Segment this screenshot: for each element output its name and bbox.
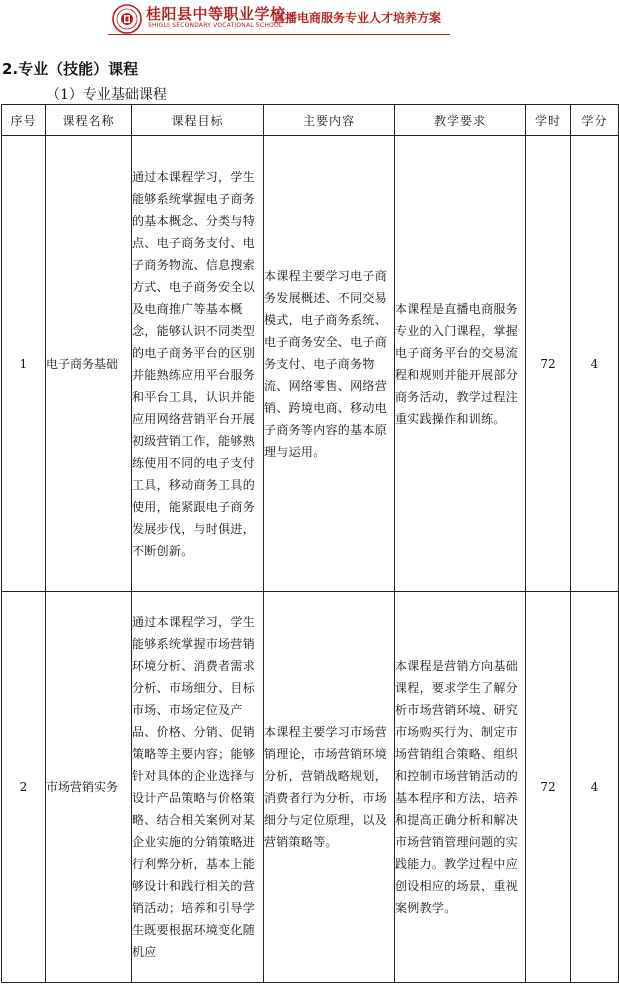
section-title: 2.专业（技能）课程 [2, 60, 139, 78]
subsection-title: （1）专业基础课程 [46, 87, 167, 103]
course-hours: 72 [526, 136, 571, 592]
school-seal-icon [112, 4, 142, 34]
column-header-name: 课程名称 [46, 105, 132, 136]
course-goal: 通过本课程学习，学生能够系统掌握市场营销环境分析、消费者需求分析、市场细分、目标市场、市场定位及产品、价格、分销、促销策略等主要内容；能够针对具体的企业选择与设计产品策略与价格策略、结合相关案例对某企业实施的分销策略进行利弊分析，基本上能够设计和践行相关的营销活动；培养和引导学生既要根据环境变化随机应 [132, 592, 264, 983]
header-divider [108, 34, 450, 35]
course-goal: 通过本课程学习，学生能够系统掌握电子商务的基本概念、分类与特点、电子商务支付、电子商务物流、信息搜索方式、电子商务安全以及电商推广等基本概念，能够认识不同类型的电子商务平台的区别并能熟练应用平台服务和平台工具，认识并能应用网络营销平台开展初级营销工作，能够熟练使用不同的电子支付工具，移动商务工具的使用，能紧跟电子商务发展步伐，与时俱进，不断创新。 [132, 136, 264, 592]
course-credits: 4 [571, 136, 619, 592]
table-header-row [2, 105, 619, 136]
table-row [2, 592, 619, 983]
course-requirements: 本课程是直播电商服务专业的入门课程，掌握电子商务平台的交易流程和规则并能开展部分商务活动，教学过程注重实践操作和训练。 [395, 136, 526, 592]
course-name: 市场营销实务 [46, 592, 132, 983]
course-hours: 72 [526, 592, 571, 983]
column-header-requirements: 教学要求 [395, 105, 526, 136]
column-header-hours: 学时 [526, 105, 571, 136]
column-header-credits: 学分 [571, 105, 619, 136]
school-name-en: SHIGUI SECONDARY VOCATIONAL SCHOOL [148, 22, 283, 29]
page-header [0, 0, 619, 38]
document-title: 直播电商服务专业人才培养方案 [273, 11, 442, 25]
column-header-num: 序号 [2, 105, 46, 136]
course-credits: 4 [571, 592, 619, 983]
school-name: 桂阳县中等职业学校 [146, 5, 286, 23]
course-number: 2 [2, 592, 46, 983]
course-name: 电子商务基础 [46, 136, 132, 592]
table-row [2, 136, 619, 592]
column-header-goal: 课程目标 [132, 105, 264, 136]
column-header-content: 主要内容 [264, 105, 395, 136]
course-content: 本课程主要学习电子商务发展概述、不同交易模式，电子商务系统、电子商务安全、电子商务支付、电子商务物流、网络零售、网络营销、跨境电商、移动电子商务等内容的基本原理与运用。 [264, 136, 395, 592]
course-number: 1 [2, 136, 46, 592]
course-content: 本课程主要学习市场营销理论，市场营销环境分析，营销战略规划，消费者行为分析，市场细分与定位原理，以及营销策略等。 [264, 592, 395, 983]
course-requirements: 本课程是营销方向基础课程，要求学生了解分析市场营销环境、研究市场购买行为、制定市场营销组合策略、组织和控制市场营销活动的基本程序和方法，培养和提高正确分析和解决市场营销管理问题的实践能力。教学过程中应创设相应的场景，重视案例教学。 [395, 592, 526, 983]
course-table [1, 104, 619, 983]
